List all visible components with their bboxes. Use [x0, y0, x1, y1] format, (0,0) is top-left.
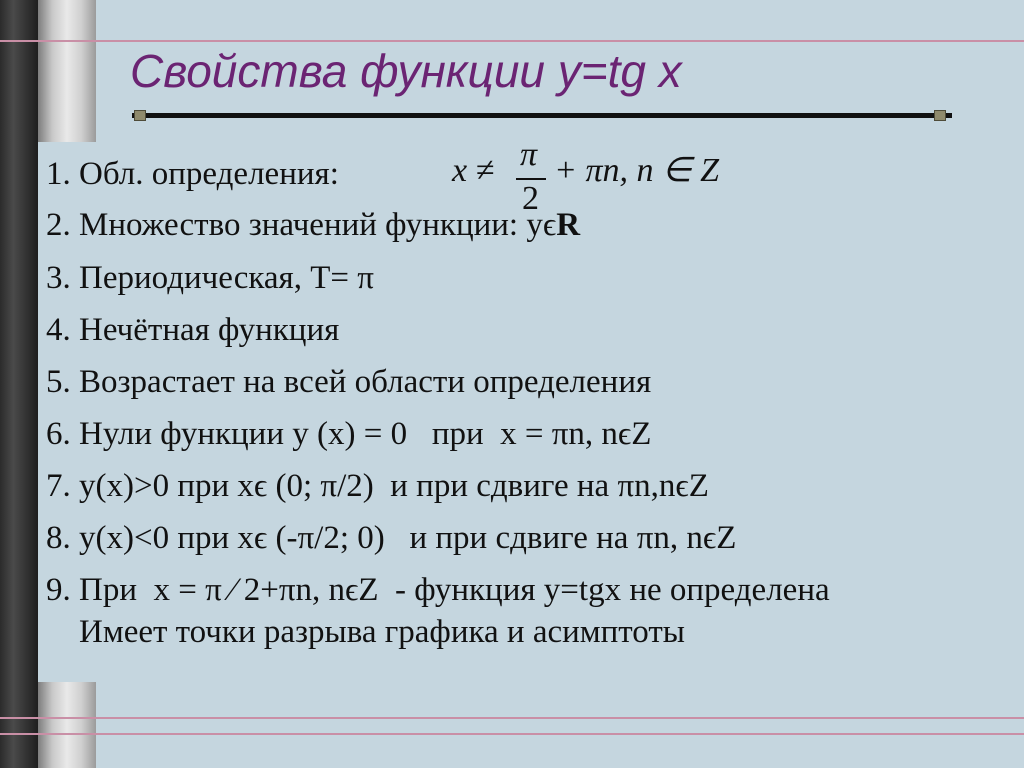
formula-lhs: x ≠ [452, 152, 495, 189]
left-dark-bar [0, 0, 38, 768]
real-numbers-symbol: R [556, 207, 581, 243]
domain-formula [452, 134, 752, 217]
title-underline [132, 113, 952, 118]
list-item: Имеет точки разрыва графика и асимптоты [46, 614, 685, 650]
list-item: 8. у(х)<0 при хϵ (-π/2; 0) и при сдвиге на πn, nϵZ [46, 520, 737, 556]
underline-right-cap [934, 110, 946, 121]
list-item: 2. Множество значений функции: yϵR [46, 207, 581, 243]
bottom-pink-line-1 [0, 717, 1024, 719]
list-item: 1. Обл. определения: [46, 156, 339, 192]
list-item: 4. Нечётная функция [46, 312, 340, 348]
top-pink-line [0, 40, 1024, 42]
list-item: 6. Нули функции у (х) = 0 при х = πn, nϵZ [46, 416, 652, 452]
list-item: 5. Возрастает на всей области определения [46, 364, 652, 400]
list-item: 3. Периодическая, Т= π [46, 260, 374, 296]
formula-denominator: 2 [522, 180, 539, 217]
bottom-pink-line-2 [0, 733, 1024, 735]
formula-numerator: π [520, 136, 538, 173]
underline-left-cap [134, 110, 146, 121]
list-item: 9. При х = π ⁄ 2+πn, nϵZ - функция у=tgx не определена [46, 572, 830, 608]
list-item: 7. у(х)>0 при хϵ (0; π/2) и при сдвиге на πn,nϵZ [46, 468, 709, 504]
slide-title: Свойства функции y=tg x [130, 45, 682, 97]
formula-rhs: + πn, n ∈ Z [554, 152, 720, 189]
